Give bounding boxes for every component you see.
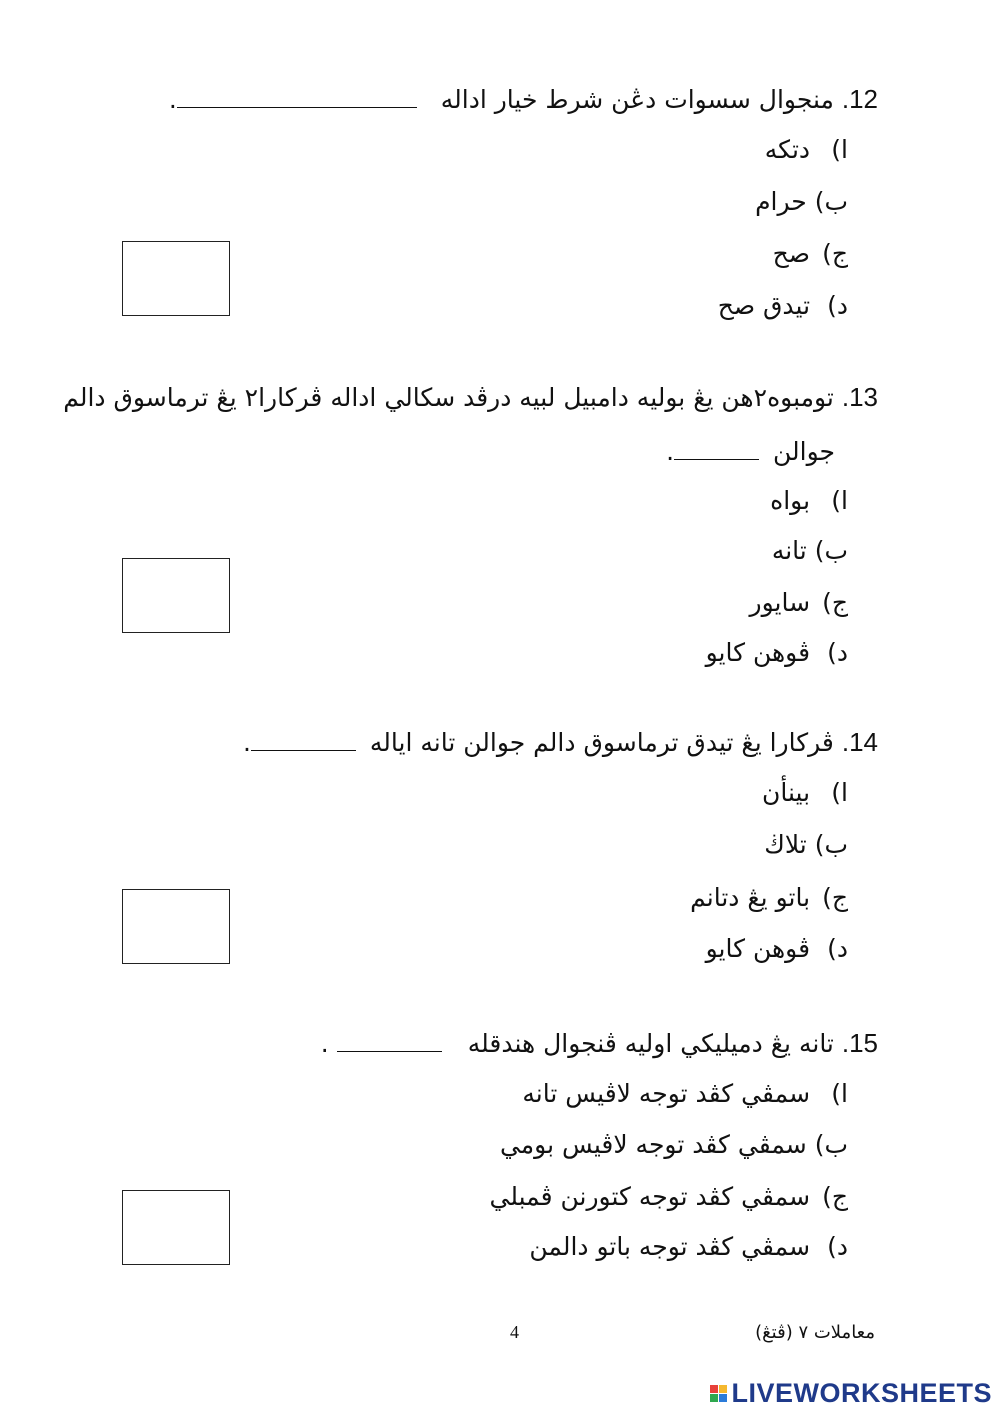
option-d (529, 1230, 848, 1264)
question-13-stem-line2 (666, 435, 835, 469)
question-number: 15. (841, 1028, 878, 1058)
option-letter: ا) (831, 778, 848, 807)
option-letter: د) (827, 934, 848, 963)
option-d (706, 636, 848, 670)
option-letter: ا) (831, 486, 848, 515)
option-text: بينأن (762, 778, 811, 807)
answer-box-13[interactable] (122, 558, 230, 633)
answer-blank (337, 1029, 442, 1052)
liveworksheets-brand (710, 1378, 992, 1408)
option-letter: ج) (822, 883, 848, 912)
option-letter: ا) (831, 135, 848, 164)
logo-square (710, 1394, 718, 1402)
option-text: حرام (755, 187, 807, 216)
option-a (762, 776, 848, 810)
question-text: تانه يڠ دميليكي اوليه ڤنجوال هندقله (467, 1029, 834, 1058)
option-text: صح (772, 239, 811, 268)
question-end: . (242, 728, 251, 757)
option-text: دتكه (764, 135, 811, 164)
option-b (755, 185, 848, 219)
option-text: ڤوهن كايو (705, 934, 811, 963)
question-end: . (666, 437, 675, 466)
option-c (489, 1180, 848, 1214)
option-text: تانه (771, 536, 807, 565)
answer-box-14[interactable] (122, 889, 230, 964)
option-letter: ب) (814, 830, 848, 859)
question-text: ڤركارا يڠ تيدق ترماسوق دالم جوالن تانه اياله (369, 728, 834, 757)
option-text: سمڤي كڤد توجه باتو دالمن (529, 1232, 811, 1261)
option-d (718, 289, 848, 323)
option-b (500, 1128, 848, 1162)
answer-blank (177, 85, 417, 108)
answer-box-15[interactable] (122, 1190, 230, 1265)
question-end: . (168, 85, 177, 114)
option-d (706, 932, 848, 966)
brand-name: LIVEWORKSHEETS (731, 1377, 992, 1408)
question-text: منجوال سسوات دڠن شرط خيار اداله (440, 85, 834, 114)
option-letter: ب) (814, 536, 848, 565)
option-letter: ج) (822, 1182, 848, 1211)
option-text: سمڤي كڤد توجه لاڤيس بومي (499, 1130, 807, 1159)
option-b (772, 534, 848, 568)
answer-blank (251, 728, 356, 751)
option-letter: ب) (814, 1130, 848, 1159)
option-letter: د) (827, 1232, 848, 1261)
option-letter: ج) (822, 239, 848, 268)
option-letter: ب) (814, 187, 848, 216)
liveworksheets-logo-icon (710, 1385, 727, 1402)
question-number: 14. (841, 727, 878, 757)
option-c (750, 586, 848, 620)
question-number: 13. (841, 382, 878, 412)
option-text: باتو يڠ دتانم (690, 883, 811, 912)
option-c (773, 237, 848, 271)
option-text: سمڤي كڤد توجه لاڤيس تانه (522, 1079, 811, 1108)
option-text: تلاڬ (764, 830, 807, 859)
question-14-stem (243, 725, 878, 760)
option-b (764, 828, 848, 862)
option-text: ڤوهن كايو (705, 638, 811, 667)
question-text-continued: جوالن (773, 437, 835, 466)
logo-square (719, 1385, 727, 1393)
option-a (765, 133, 848, 167)
page-number: 4 (510, 1322, 519, 1342)
question-15-stem (321, 1026, 878, 1061)
option-a (522, 1077, 848, 1111)
question-13-stem (63, 380, 878, 415)
question-end: . (320, 1029, 329, 1058)
option-letter: د) (827, 291, 848, 320)
answer-blank (674, 437, 759, 460)
option-letter: ج) (822, 588, 848, 617)
option-text: سايور (749, 588, 811, 617)
question-number: 12. (841, 84, 878, 114)
footer-subject: معاملات ٧ (ڤتڠ) (755, 1322, 875, 1343)
option-text: تيدق صح (717, 291, 811, 320)
option-letter: ا) (831, 1079, 848, 1108)
option-text: سمڤي كڤد توجه كتورنن ڤمبلي (489, 1182, 811, 1211)
question-text: تومبوه٢هن يڠ بوليه دامبيل لبيه درڤد سكالي اداله ڤركارا٢ يڠ ترماسوق دالم (63, 383, 834, 412)
question-12-stem (169, 82, 878, 117)
option-letter: د) (827, 638, 848, 667)
logo-square (710, 1385, 718, 1393)
option-text: بواه (770, 486, 811, 515)
option-a (770, 484, 848, 518)
answer-box-12[interactable] (122, 241, 230, 316)
option-c (690, 881, 848, 915)
logo-square (719, 1394, 727, 1402)
